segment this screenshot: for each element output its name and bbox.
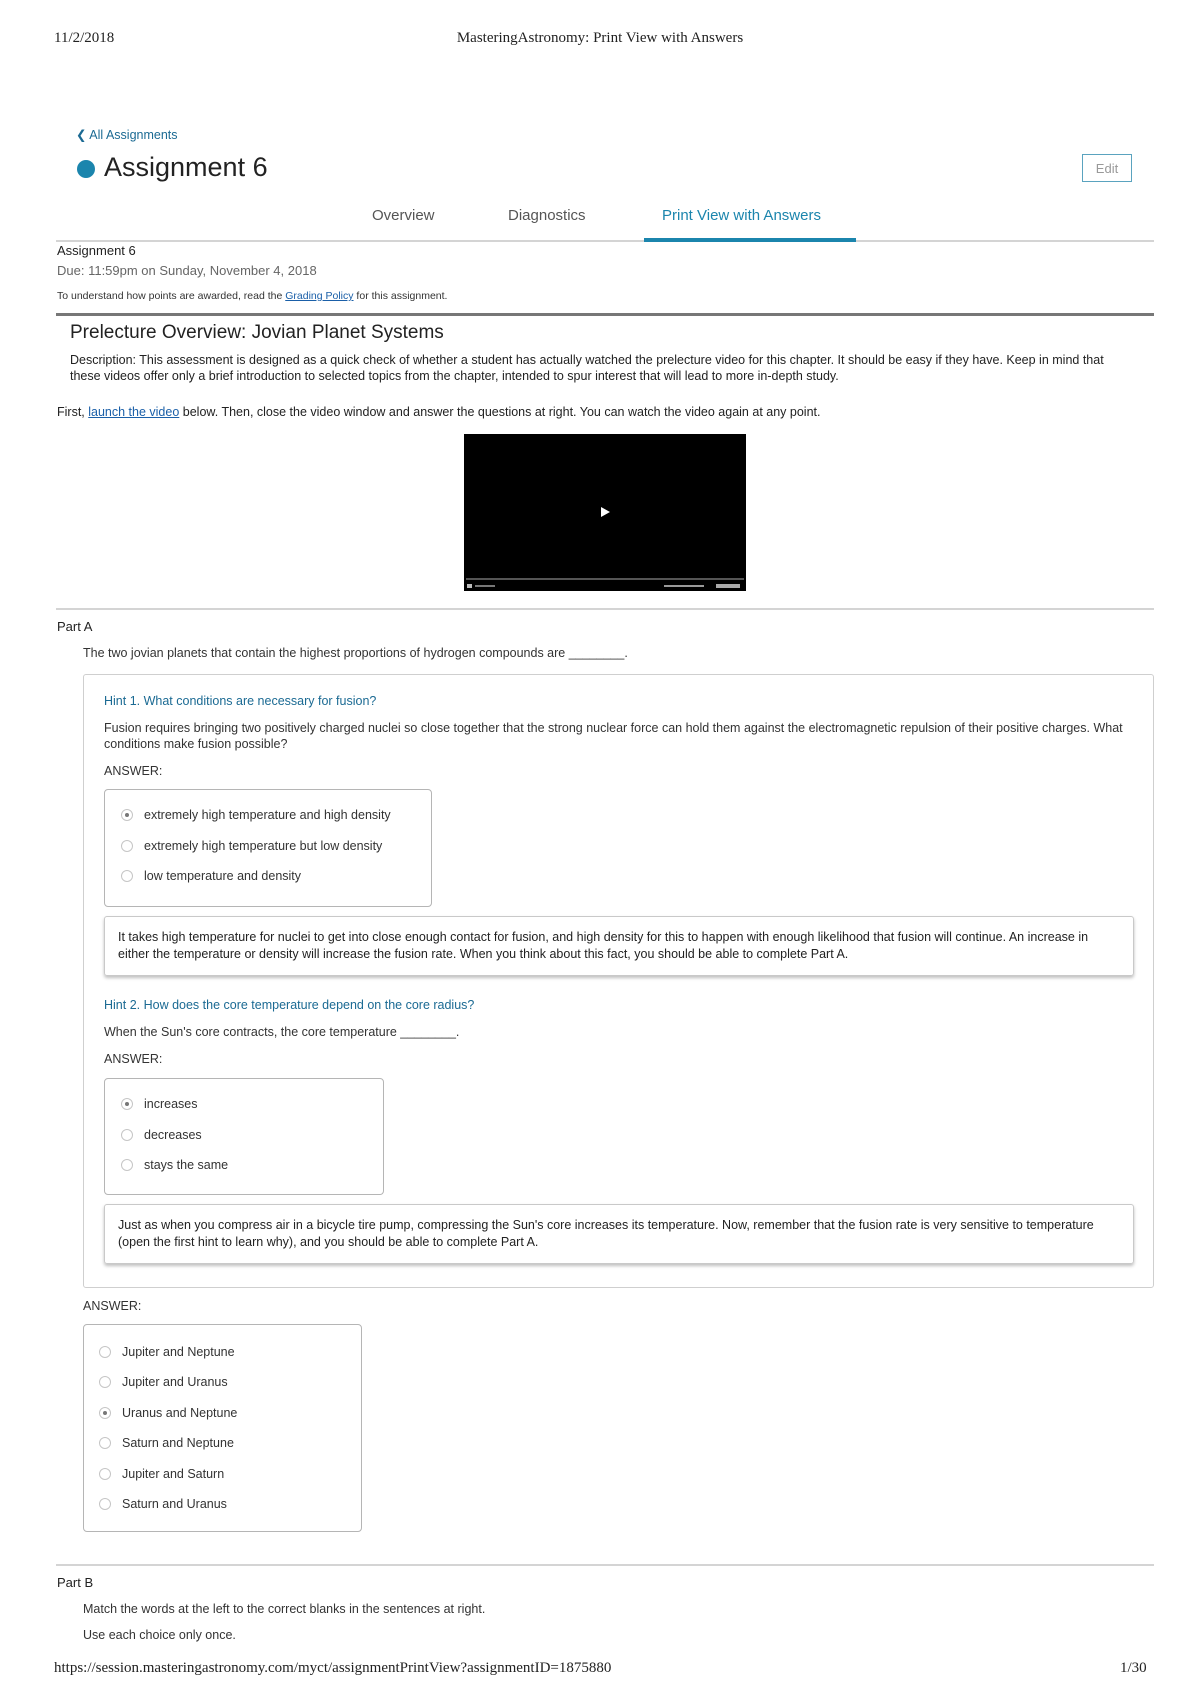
assignment-name: Assignment 6 <box>57 243 136 258</box>
all-assignments-link[interactable] <box>76 127 178 142</box>
radio-icon[interactable] <box>121 840 133 852</box>
section-divider <box>56 313 1154 316</box>
hint-2-option-label: stays the same <box>144 1158 229 1172</box>
problem-description: Description: This assessment is designed as a quick check of whether a student has actually watched the prelecture video for this chapter. It should be easy if they have. Keep in mind that these videos offer only a brief introduction to selected topics from the chapter, intended to spur interest that will lead to more in-depth study. <box>70 353 1104 383</box>
hint-1-option[interactable] <box>121 836 382 856</box>
radio-icon[interactable] <box>99 1376 111 1388</box>
hint-1-option-label: extremely high temperature but low density <box>144 839 383 853</box>
video-play-control-icon <box>467 584 472 588</box>
part-a-option-label: Saturn and Uranus <box>122 1497 227 1511</box>
print-page-number: 1/30 <box>1120 1660 1147 1676</box>
video-instructions-suffix: below. Then, close the video window and answer the questions at right. You can watch the video again at any point. <box>179 405 821 419</box>
part-b-label: Part B <box>57 1575 94 1590</box>
hint-2-option[interactable] <box>121 1094 198 1114</box>
video-progress-bar[interactable] <box>466 578 744 580</box>
part-a-option-label: Saturn and Neptune <box>122 1436 234 1450</box>
hint-1-answer-label: ANSWER: <box>104 764 163 778</box>
launch-video-link[interactable]: launch the video <box>88 405 180 419</box>
part-b-divider <box>56 1564 1154 1566</box>
radio-icon[interactable] <box>121 870 133 882</box>
edit-button[interactable]: Edit <box>1082 154 1132 182</box>
all-assignments-label: All Assignments <box>89 128 178 142</box>
hint-2-option[interactable] <box>121 1155 228 1175</box>
hint-1-option[interactable] <box>121 805 391 825</box>
video-fullscreen-icon <box>716 584 740 588</box>
part-a-option-label: Jupiter and Saturn <box>122 1467 225 1481</box>
radio-icon[interactable] <box>121 1129 133 1141</box>
video-instructions-prefix: First, <box>57 405 89 419</box>
hint-1-option-label: extremely high temperature and high density <box>144 808 391 822</box>
tab-overview[interactable]: Overview <box>372 207 435 224</box>
video-instructions <box>57 405 820 419</box>
print-date: 11/2/2018 <box>54 30 115 46</box>
tab-diagnostics[interactable]: Diagnostics <box>508 207 586 224</box>
radio-icon[interactable] <box>121 1159 133 1171</box>
radio-icon[interactable] <box>99 1346 111 1358</box>
video-time-display <box>475 585 495 587</box>
part-a-answer-label: ANSWER: <box>83 1299 142 1313</box>
part-a-option-label: Jupiter and Uranus <box>122 1375 228 1389</box>
print-page-title: MasteringAstronomy: Print View with Answers <box>456 30 744 46</box>
assignment-status-dot-icon <box>77 160 95 178</box>
hint-1-option-label: low temperature and density <box>144 869 302 883</box>
part-b-instruction: Match the words at the left to the correct blanks in the sentences at right. <box>83 1602 486 1616</box>
radio-selected-icon[interactable] <box>121 809 133 821</box>
hint-2-explanation: Just as when you compress air in a bicycle tire pump, compressing the Sun's core increases its temperature. Now, remember that the fusion rate is very sensitive to temperature (open the first hint to learn why), and you should be able to complete Part A. <box>104 1204 1134 1264</box>
grading-note-prefix: To understand how points are awarded, read the <box>57 290 286 302</box>
part-a-option-label: Jupiter and Neptune <box>122 1345 235 1359</box>
hint-2-option[interactable] <box>121 1125 202 1145</box>
hint-2-option-label: decreases <box>144 1128 202 1142</box>
part-a-option[interactable] <box>99 1464 224 1484</box>
radio-icon[interactable] <box>99 1498 111 1510</box>
part-b-instruction-2: Use each choice only once. <box>83 1628 236 1642</box>
video-controls[interactable] <box>466 583 744 589</box>
part-a-label: Part A <box>57 619 93 634</box>
part-a-option[interactable] <box>99 1372 228 1392</box>
tab-divider <box>56 240 1154 242</box>
hint-1-title[interactable]: Hint 1. What conditions are necessary for fusion? <box>104 694 377 708</box>
grading-policy-link[interactable]: Grading Policy <box>285 290 354 302</box>
part-a-divider <box>56 608 1154 610</box>
radio-icon[interactable] <box>99 1468 111 1480</box>
chevron-left-icon: ❮ <box>76 128 87 142</box>
hint-2-title[interactable]: Hint 2. How does the core temperature depend on the core radius? <box>104 998 475 1012</box>
page-title: Assignment 6 <box>104 152 268 182</box>
part-a-question: The two jovian planets that contain the highest proportions of hydrogen compounds are ________. <box>83 646 628 660</box>
hint-2-answer-label: ANSWER: <box>104 1052 163 1066</box>
play-icon[interactable] <box>601 507 610 517</box>
active-tab-indicator <box>644 238 856 242</box>
radio-selected-icon[interactable] <box>99 1407 111 1419</box>
hint-2-option-label: increases <box>144 1097 198 1111</box>
tab-print-view-with-answers[interactable]: Print View with Answers <box>662 207 821 224</box>
due-date: Due: 11:59pm on Sunday, November 4, 2018 <box>57 263 317 278</box>
problem-title: Prelecture Overview: Jovian Planet Systems <box>70 322 444 343</box>
part-a-option-label: Uranus and Neptune <box>122 1406 238 1420</box>
hint-1-explanation: It takes high temperature for nuclei to get into close enough contact for fusion, and high density for this to happen with enough likelihood that fusion will continue. An increase in either the temperature or density will increase the fusion rate. When you think about this fact, you should be able to complete Part A. <box>104 916 1134 976</box>
part-a-option[interactable] <box>99 1494 227 1514</box>
part-a-option[interactable] <box>99 1342 235 1362</box>
hint-1-option[interactable] <box>121 866 301 886</box>
print-url: https://session.masteringastronomy.com/myct/assignmentPrintView?assignmentID=1875880 <box>54 1660 612 1676</box>
radio-selected-icon[interactable] <box>121 1098 133 1110</box>
grading-note-suffix: for this assignment. <box>353 290 448 302</box>
grading-note <box>57 290 447 302</box>
part-a-option[interactable] <box>99 1403 237 1423</box>
hint-1-text: Fusion requires bringing two positively charged nuclei so close together that the strong nuclear force can hold them against the electromagnetic repulsion of their positive charges. What conditions make fusion possible? <box>104 721 1123 751</box>
hint-2-text: When the Sun's core contracts, the core temperature ________. <box>104 1025 460 1039</box>
part-a-option[interactable] <box>99 1433 234 1453</box>
radio-icon[interactable] <box>99 1437 111 1449</box>
video-volume-icon <box>664 585 704 587</box>
hints-container <box>83 674 1154 1288</box>
